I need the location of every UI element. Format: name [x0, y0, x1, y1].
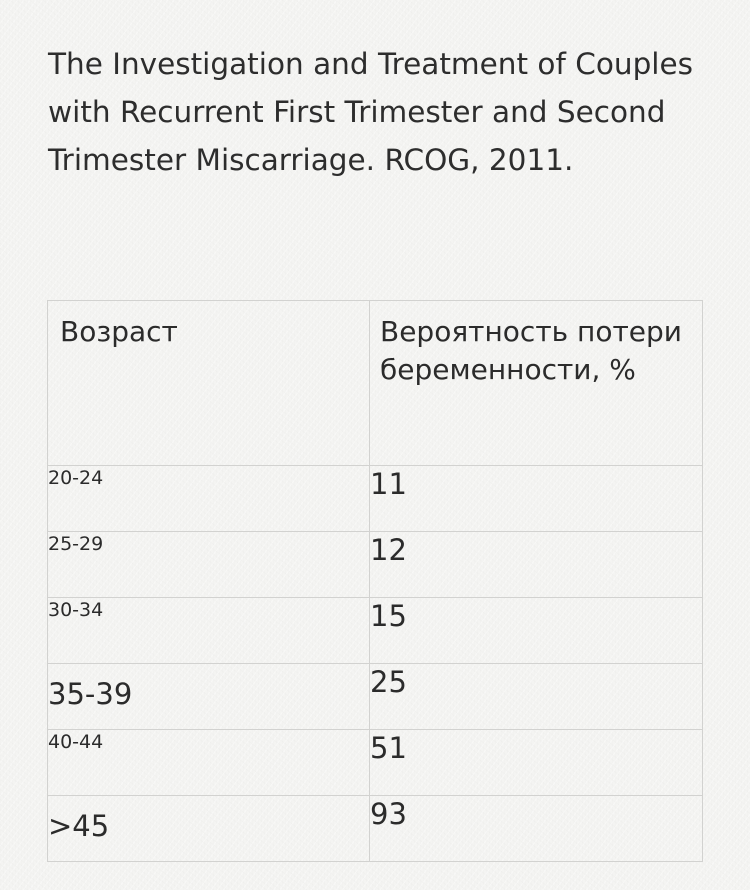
table-header-row: [48, 301, 703, 466]
age-cell: 40-44: [48, 730, 370, 796]
age-cell: 35-39: [48, 664, 370, 730]
probability-cell: 93: [370, 796, 703, 862]
citation-text: The Investigation and Treatment of Couples with Recurrent First Trimester and Second Trimester Miscarriage. RCOG, 2011.: [48, 47, 694, 177]
age-cell: >45: [48, 796, 370, 862]
table-row: [48, 730, 703, 796]
miscarriage-risk-table: [47, 300, 703, 862]
age-cell: 20-24: [48, 466, 370, 532]
table-row: [48, 598, 703, 664]
probability-cell: 12: [370, 532, 703, 598]
probability-cell: 51: [370, 730, 703, 796]
header-age: Возраст: [48, 301, 370, 466]
probability-cell: 11: [370, 466, 703, 532]
table-row: [48, 796, 703, 862]
probability-cell: 25: [370, 664, 703, 730]
age-cell: 25-29: [48, 532, 370, 598]
age-cell: 30-34: [48, 598, 370, 664]
probability-cell: 15: [370, 598, 703, 664]
table-row: [48, 664, 703, 730]
header-probability: Вероятность потери беременности, %: [370, 301, 703, 466]
table-row: [48, 466, 703, 532]
table-row: [48, 532, 703, 598]
